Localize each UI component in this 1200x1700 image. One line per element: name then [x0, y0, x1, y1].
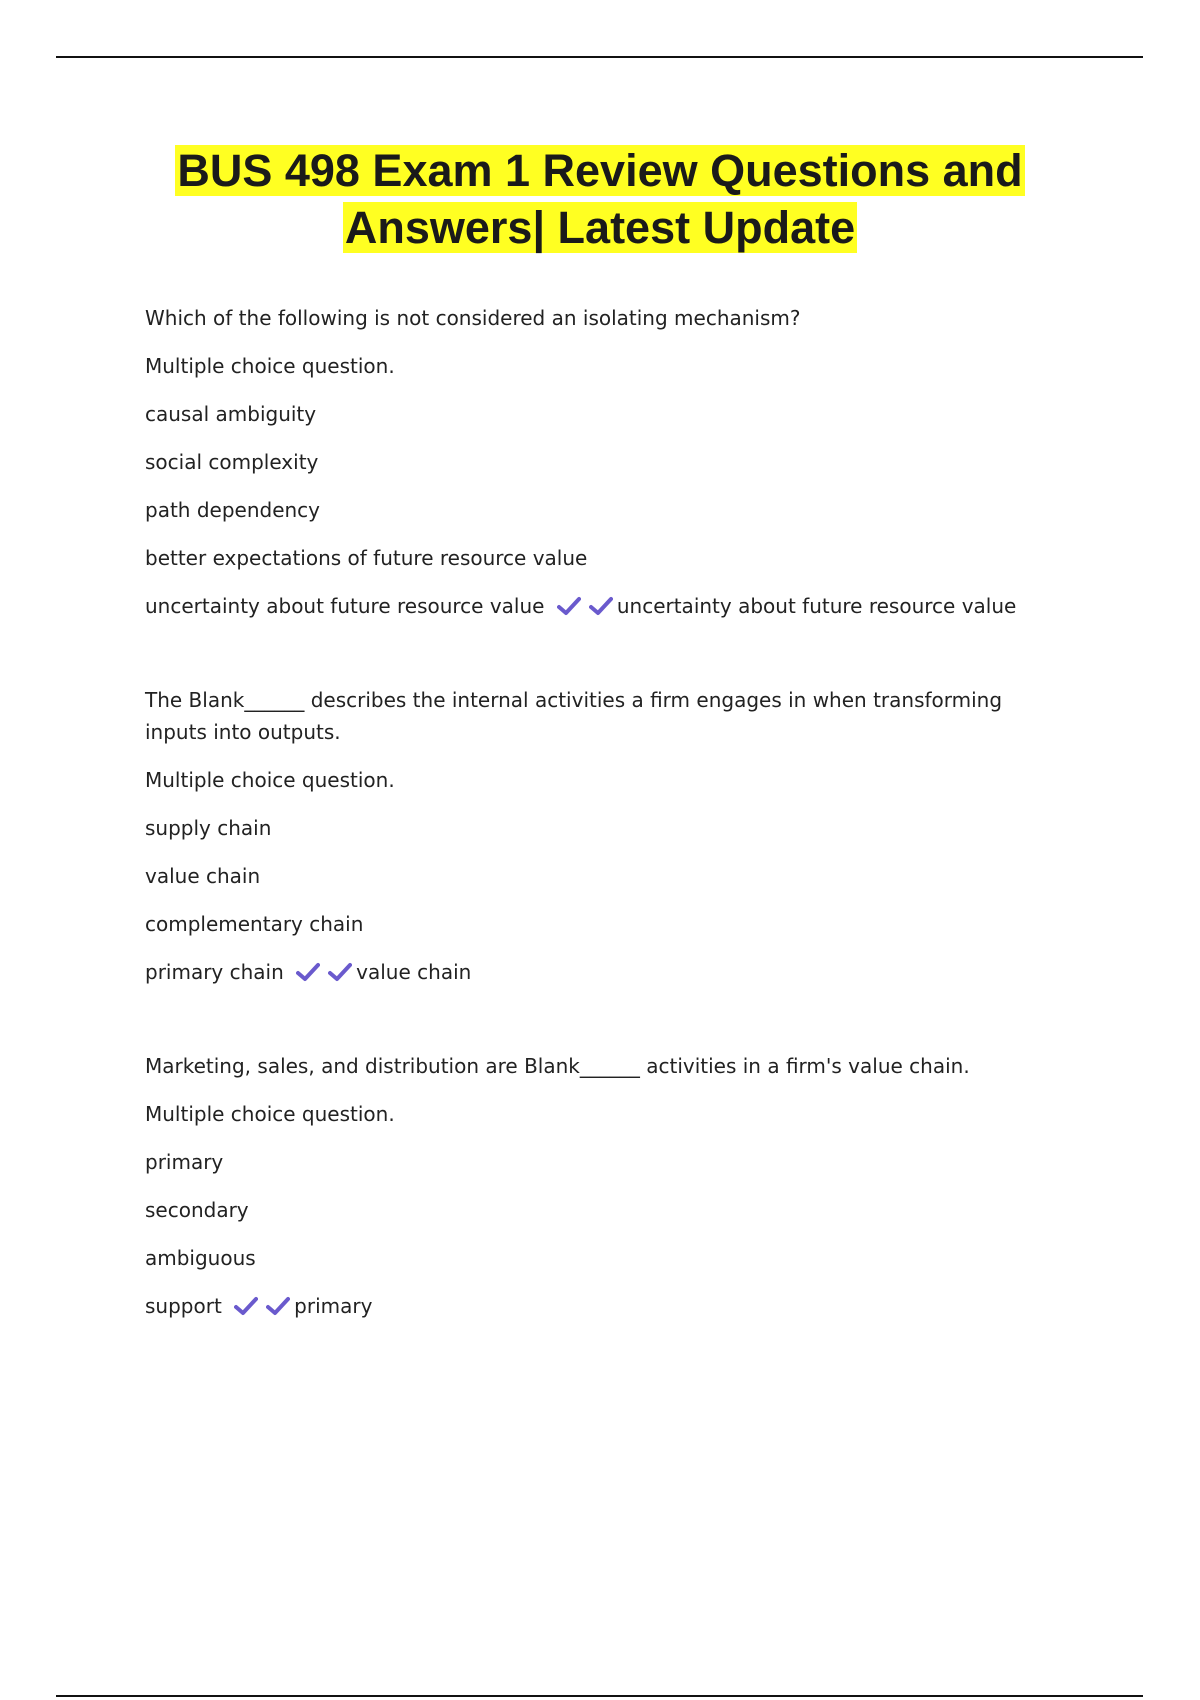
option-item: primary chain [145, 960, 284, 984]
title-line-2: Answers| Latest Update [344, 202, 856, 253]
option-item: social complexity [145, 450, 319, 474]
question-block-1 [145, 302, 1065, 622]
checkmark-icon [328, 962, 352, 982]
question-type-label: Multiple choice question. [145, 768, 395, 792]
question-text: The Blank______ describes the internal activities a firm engages in when transforming inputs into outputs. [145, 688, 1003, 744]
option-item: causal ambiguity [145, 402, 317, 426]
question-block-2 [145, 684, 1065, 988]
option-item: value chain [145, 864, 261, 888]
option-item: secondary [145, 1198, 249, 1222]
checkmark-icon [296, 962, 320, 982]
option-item: ambiguous [145, 1246, 256, 1270]
question-type-label: Multiple choice question. [145, 354, 395, 378]
answer-text: primary [294, 1294, 373, 1318]
qa-content [145, 302, 1065, 1384]
answer-text: uncertainty about future resource value [616, 594, 1017, 618]
question-text: Marketing, sales, and distribution are Blank______ activities in a firm's value chain. [145, 1054, 970, 1078]
checkmark-icon [266, 1296, 290, 1316]
option-item: better expectations of future resource value [145, 546, 588, 570]
top-rule [56, 56, 1143, 58]
question-text: Which of the following is not considered an isolating mechanism? [145, 306, 801, 330]
option-item: support [145, 1294, 222, 1318]
last-option-with-answer [145, 590, 1065, 622]
document-title [60, 142, 1140, 256]
option-item: complementary chain [145, 912, 364, 936]
checkmark-icon [557, 596, 581, 616]
last-option-with-answer [145, 1290, 1065, 1322]
title-line-1: BUS 498 Exam 1 Review Questions and [177, 145, 1023, 196]
question-type-label: Multiple choice question. [145, 1102, 395, 1126]
option-item: supply chain [145, 816, 272, 840]
option-item: uncertainty about future resource value [145, 594, 545, 618]
bottom-rule [56, 1695, 1143, 1697]
option-item: primary [145, 1150, 224, 1174]
option-item: path dependency [145, 498, 321, 522]
answer-text: value chain [356, 960, 472, 984]
last-option-with-answer [145, 956, 1065, 988]
question-block-3 [145, 1050, 1065, 1322]
checkmark-icon [589, 596, 613, 616]
checkmark-icon [234, 1296, 258, 1316]
